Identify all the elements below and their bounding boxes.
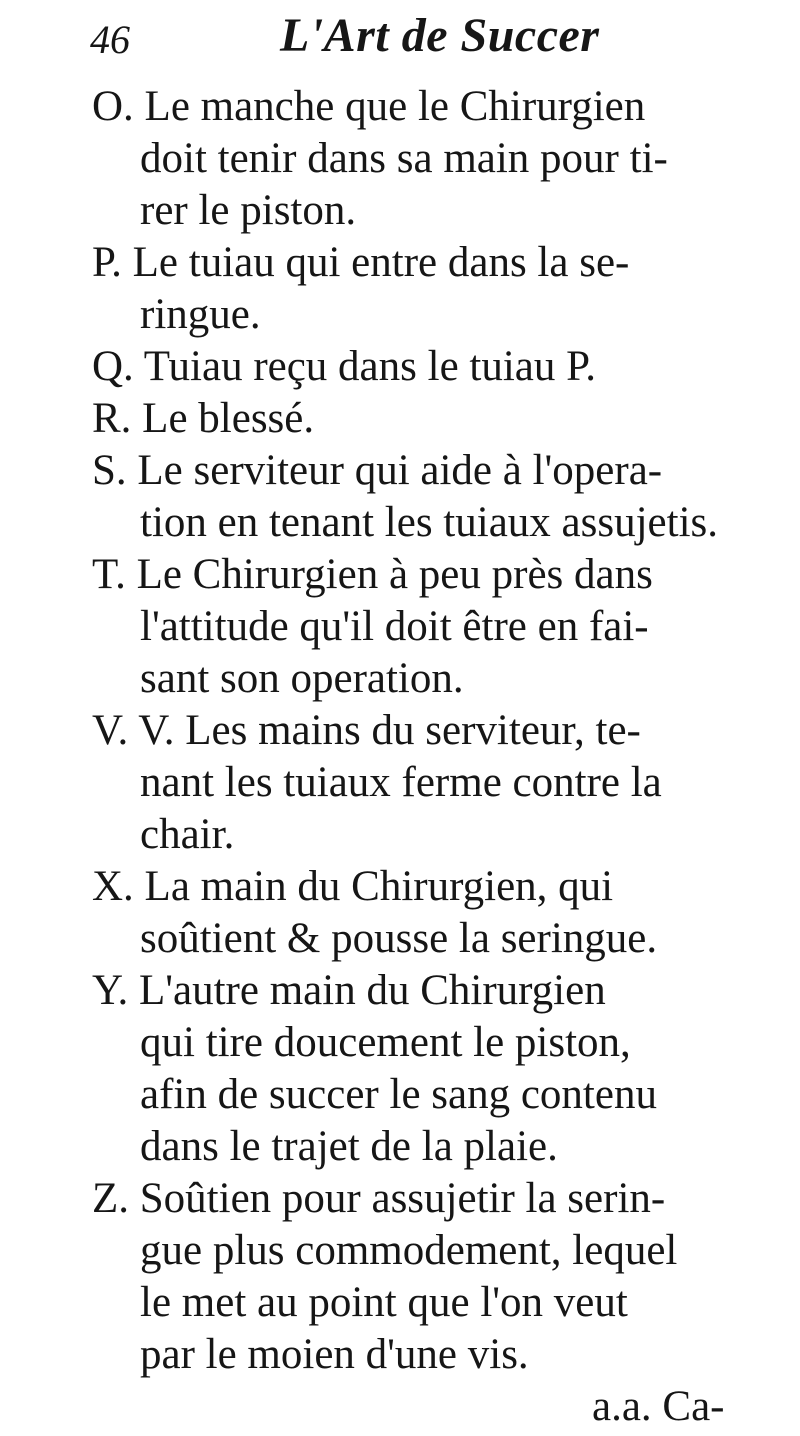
entry-v-line-1: V. V. Les mains du serviteur, te- [92,707,641,754]
entry-o-line-2: doit tenir dans sa main pour ti- [140,135,668,182]
entry-z-line-2: gue plus commodement, lequel [140,1227,678,1274]
entry-v-line-2: nant les tuiaux ferme contre la [140,759,662,806]
entry-z-line-3: le met au point que l'on veut [140,1279,628,1326]
entry-y-line-3: afin de succer le sang contenu [140,1071,657,1118]
entry-x-line-1: X. La main du Chirurgien, qui [92,863,614,910]
page-number: 46 [90,17,130,62]
entry-r-line-1: R. Le blessé. [92,395,315,442]
entry-t-line-3: sant son operation. [140,655,464,702]
entry-x-line-2: soûtient & pousse la seringue. [140,915,658,962]
entry-p-line-2: ringue. [140,291,261,338]
entry-z-line-1: Z. Soûtien pour assujetir la serin- [92,1175,666,1222]
running-head [90,8,730,78]
entry-p-line-1: P. Le tuiau qui entre dans la se- [92,239,630,286]
catchword: a.a. Ca- [592,1383,725,1430]
running-title: L'Art de Succer [280,9,600,62]
entry-z-line-4: par le moien d'une vis. [140,1331,529,1378]
entry-v-line-3: chair. [140,811,235,858]
entry-t-line-1: T. Le Chirurgien à peu près dans [92,551,653,598]
entry-y-line-1: Y. L'autre main du Chirurgien [92,967,606,1014]
entry-o-line-1: O. Le manche que le Chirurgien [92,83,646,130]
entry-q-line-1: Q. Tuiau reçu dans le tuiau P. [92,343,597,390]
entry-o-line-3: rer le piston. [140,187,357,234]
entry-s-line-1: S. Le serviteur qui aide à l'opera- [92,447,663,494]
entry-y-line-4: dans le trajet de la plaie. [140,1123,558,1170]
entry-y-line-2: qui tire doucement le piston, [140,1019,631,1066]
entry-s-line-2: tion en tenant les tuiaux assujetis. [140,499,719,546]
entry-t-line-2: l'attitude qu'il doit être en fai- [140,603,649,650]
